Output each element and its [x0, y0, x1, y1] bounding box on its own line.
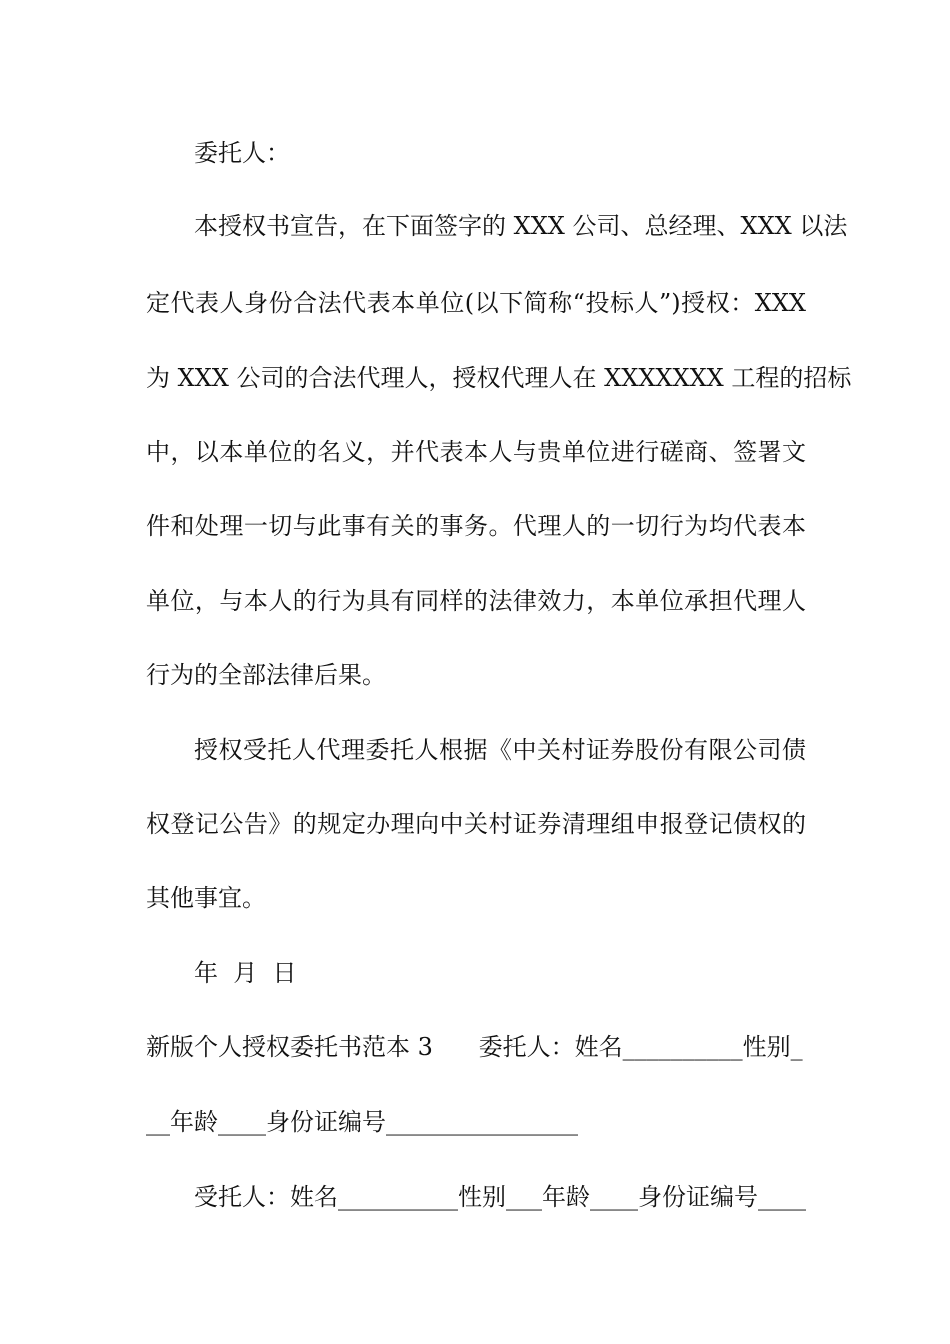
paragraph-authorization-line-2: 定代表人身份合法代表本单位(以下简称“投标人”)授权：XXX	[146, 289, 806, 317]
clause-principal-label: 委托人：	[194, 139, 290, 167]
paragraph-authorization-line-4: 中，以本单位的名义，并代表本人与贵单位进行磋商、签署文	[146, 438, 806, 466]
principal-details-line: __年龄____身份证编号________________	[146, 1108, 578, 1136]
paragraph-authorization-line-7: 行为的全部法律后果。	[146, 661, 386, 689]
date-line: 年 月 日	[194, 959, 297, 987]
paragraph-authorization-line-3: 为 XXX 公司的合法代理人，授权代理人在 XXXXXXX 工程的招标	[146, 364, 852, 392]
paragraph-registration-line-3: 其他事宜。	[146, 884, 266, 912]
paragraph-registration-line-1: 授权受托人代理委托人根据《中关村证券股份有限公司债	[194, 736, 806, 764]
paragraph-registration-line-2: 权登记公告》的规定办理向中关村证券清理组申报登记债权的	[146, 810, 806, 838]
paragraph-authorization-line-6: 单位，与本人的行为具有同样的法律效力，本单位承担代理人	[146, 587, 806, 615]
paragraph-authorization-line-1: 本授权书宣告，在下面签字的 XXX 公司、总经理、XXX 以法	[194, 212, 848, 240]
template-title-and-principal-line: 新版个人授权委托书范本 3 委托人：姓名__________性别_	[146, 1033, 803, 1061]
paragraph-authorization-line-5: 件和处理一切与此事有关的事务。代理人的一切行为均代表本	[146, 512, 806, 540]
agent-details-line: 受托人：姓名__________性别___年龄____身份证编号____	[194, 1183, 806, 1211]
